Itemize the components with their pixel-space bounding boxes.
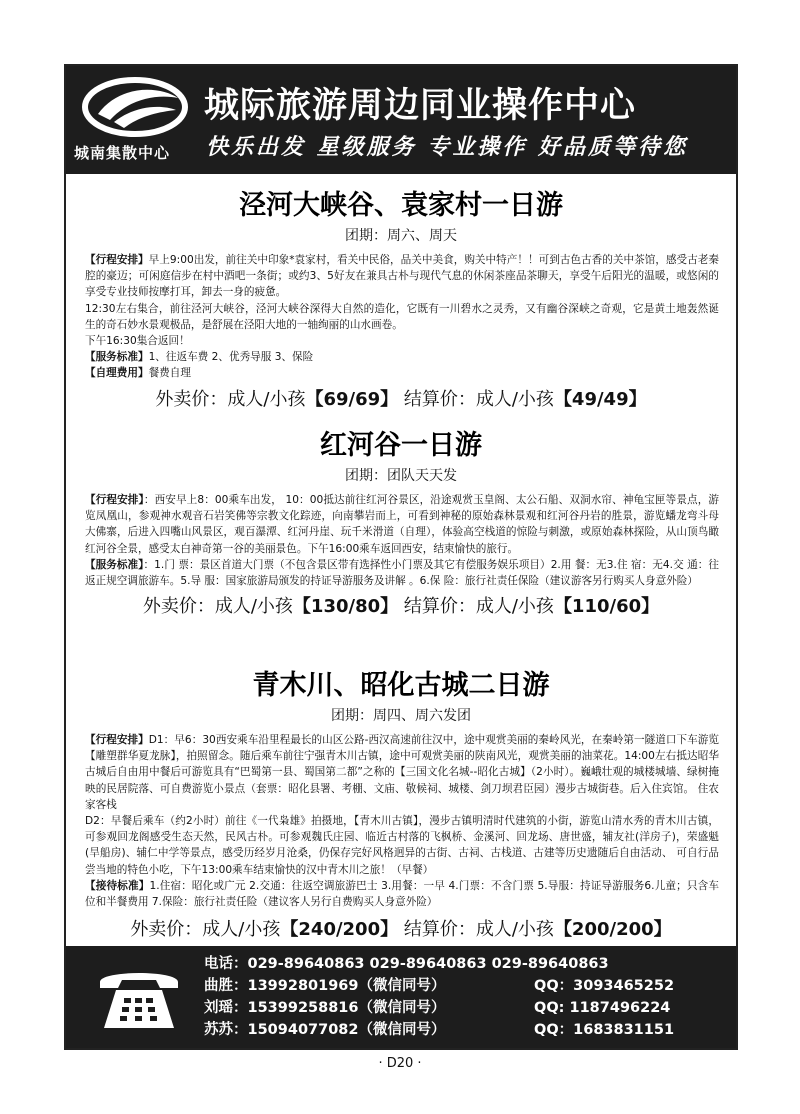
- tour-paragraph: 【服务标准】1、往返车费 2、优秀导服 3、保险: [85, 351, 314, 364]
- slogan: 快乐出发 星级服务 专业操作 好品质等待您: [206, 135, 688, 160]
- tour-paragraph: 12:30左右集合，前往泾河大峡谷，泾河大峡谷深得大自然的造化，它既有一川碧水之灵秀，又有幽谷深峡之奇观，它是黄土地轰然诞生的奇石妙水景观极品，是舒展在泾阳大地的一轴绚丽的山水画卷。: [85, 302, 719, 331]
- contact-row: 刘瑶：15399258816（微信同号） QQ: 1187496224: [204, 1000, 671, 1016]
- tour-price: 外卖价：成人/小孩【240/200】 结算价：成人/小孩【200/200】: [130, 919, 672, 941]
- contact-banner: [66, 946, 736, 1048]
- telephone-icon: [94, 962, 184, 1034]
- tour-paragraph: 【服务标准】：1.门 票：景区首道大门票（不包含景区带有选择性小门票及其它有偿服务娱乐项目）2.用 餐：无3.住 宿：无4.交 通：往返正规空调旅游车。5.导 服：国家旅游局颁发的持证导游服务及讲解 。6.保 险：旅行社责任保险（建议游客另行购买人身意外险）: [85, 558, 719, 588]
- tour-title: 青木川、昭化古城二日游: [252, 670, 550, 701]
- header-banner: [66, 66, 736, 174]
- contact-row: 苏苏：15094077082（微信同号） QQ：1683831151: [204, 1022, 675, 1038]
- tour-title: 红河谷一日游: [320, 430, 482, 461]
- tour-paragraph: 下午16:30集合返回！: [85, 335, 190, 348]
- flyer-frame: [64, 64, 738, 1050]
- tour-paragraph: 【行程安排】早上9:00出发，前往关中印象*袁家村，看关中民俗，品关中美食，购关中特产！！可到古色古香的关中茶馆，感受古老秦腔的豪迈；可闲庭信步在村中酒吧一条街；或约3、5好友在兼具古朴与现代气息的休闲茶座品茶聊天，享受午后阳光的温暖，或悠闲的享受专业技师按摩打耳，卸去一身的疲惫。: [85, 254, 719, 299]
- contact-row: 曲胜：13992801969（微信同号） QQ：3093465252: [204, 978, 675, 994]
- contact-qq: QQ：3093465252: [534, 978, 675, 994]
- contact-qq: QQ: 1187496224: [534, 1000, 671, 1016]
- contact-qq: QQ：1683831151: [534, 1022, 675, 1038]
- tour-title: 泾河大峡谷、袁家村一日游: [239, 190, 563, 221]
- tour-paragraph: 【行程安排】：西安早上8：00乘车出发， 10：00抵达前往红河谷景区，沿途观赏玉皇阁、太公石船、双洞水帘、神龟宝匣等景点，游览凤凰山，参观神水观音石岩笑佛等宗教文化踪迹，向南攀岩而上，可看到神秘的原始森林景观和红河谷丹岩的胜景，游览蟠龙弯斗母大佛寨，后进入四嘴山风景区，观百瀑潭、红河丹崖、玩千米滑道（自理），体验高空栈道的惊险与刺激，或原始森林探险，从山顶鸟瞰红河谷全景，感受太白神奇第一谷的美丽景色。下午16:00乘车返回西安，结束愉快的旅行。: [85, 494, 720, 555]
- tour-section: [66, 188, 736, 414]
- tour-paragraph: D2：早餐后乘车（约2小时）前往《一代枭雄》拍摄地，【青木川古镇】，漫步古镇明清时代建筑的小街，游览山清水秀的青木川古镇，可参观回龙阁感受生态天然，民风古朴。可参观魏氏庄园、临近古村落的飞枫桥、金溪河、回龙场、唐世盛，辅友社(洋房子)，荣盛魁(旱船房)、辅仁中学等景点，感受历经岁月沧桑，仍保存完好风格迥异的古街、古祠、古栈道、古建等历史遗随后自由活动、 可自行品尝当地的特色小吃，下午13:00乘车结束愉快的汉中青木川之旅！（早餐）: [85, 815, 719, 876]
- tour-group-dates: 团期：周四、周六发团: [331, 708, 471, 724]
- tour-section: [66, 428, 736, 621]
- page-title: 城际旅游周边同业操作中心: [204, 86, 637, 126]
- tour-group-dates: 团期：周六、周天: [345, 228, 457, 244]
- contact-phone-line: 电话：029-89640863 029-89640863 029-89640863: [204, 956, 609, 972]
- tour-group-dates: 团期：团队天天发: [345, 468, 457, 484]
- tour-paragraph: 【自理费用】餐费自理: [85, 367, 191, 380]
- logo-caption: 城南集散中心: [74, 144, 171, 162]
- tour-paragraph: 【行程安排】D1：早6：30西安乘车沿里程最长的山区公路-西汉高速前往汉中，途中观赏美丽的秦岭风光，在秦岭第一隧道口下车游览【雕塑群华夏龙脉】，拍照留念。随后乘车前往宁强青木川古镇，途中可观赏美丽的陕南风光，观赏美丽的油菜花。14:00左右抵达昭华古城后自由用中餐后可游览具有“巴蜀第一县、蜀国第二都”之称的【三国文化名城--昭化古城】（2小时）。巍峨壮观的城楼城墙、绿树掩映的民居院落、可自费游览小景点（套票：昭化县署、考棚、文庙、敬候祠、城楼、剑刀坝君臣园）漫步古城街巷。后入住宾馆。 住农家客栈: [85, 734, 720, 811]
- tour-price: 外卖价：成人/小孩【69/69】 结算价：成人/小孩【49/49】: [155, 388, 647, 410]
- tour-price: 外卖价：成人/小孩【130/80】 结算价：成人/小孩【110/60】: [142, 596, 660, 618]
- swoosh-logo-icon: [80, 76, 190, 138]
- tour-paragraph: 【接待标准】1.住宿：昭化或广元 2.交通：往返空调旅游巴士 3.用餐：一早 4.门票：不含门票 5.导服：持证导游服务6.儿童；只含车位和半餐费用 7.保险：旅行社责任险（建议客人另行自费购买人身意外险）: [85, 879, 719, 909]
- tour-section: [66, 668, 736, 944]
- page-number: · D20 ·: [378, 1056, 422, 1071]
